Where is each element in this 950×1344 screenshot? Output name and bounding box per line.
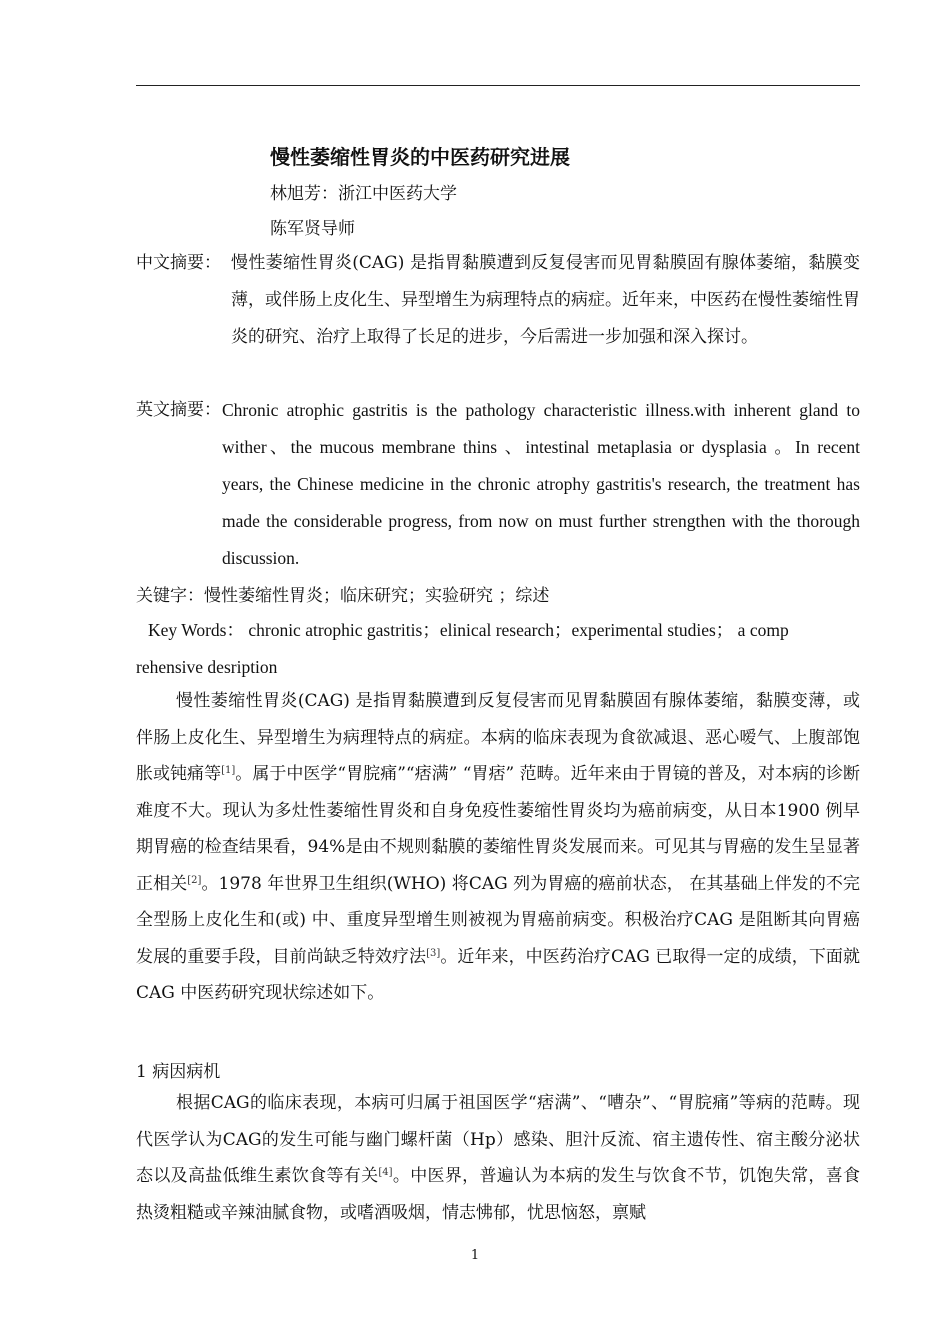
para2-text-1: 根据CAG的临床表现，本病可归属于祖国医学“痞满”、“嘈杂”、“胃脘痛”等病的范畴。现代医学认为CAG的发生可能与幽门螺杆菌（Hp）感染、胆汁反流、宿主遗传性、宿主酸分泌状态以及高盐低维生素饮食等有关	[136, 1093, 860, 1186]
para1-text-3: 。1978 年世界卫生组织(WHO) 将CAG 列为胃癌的癌前状态， 在其基础上伴发的不完全型肠上皮化生和(或) 中、重度异型增生则被视为胃癌前病变。积极治疗CAG 是阻断其向胃癌发展的重要手段，目前尚缺乏特效疗法	[136, 873, 860, 967]
para1-text-2: 。属于中医学“胃脘痛”“痞满” “胃痞” 范畴。近年来由于胃镜的普及，对本病的诊断难度不大。现认为多灶性萎缩性胃炎和自身免疫性萎缩性胃炎均为癌前病变，从日本1900 例早期胃癌的检查结果看，94%是由不规则黏膜的萎缩性胃炎发展而来。可见其与胃癌的发生呈显著正相关	[136, 764, 861, 894]
paper-title: 慢性萎缩性胃炎的中医药研究进展	[270, 145, 570, 169]
para1-text-4: 。近年来，中医药治疗CAG 已取得一定的成绩，下面就CAG 中医药研究现状综述如下。	[136, 946, 860, 1003]
section-heading-1: 1 病因病机	[136, 1062, 221, 1082]
header-rule	[136, 85, 860, 86]
body-paragraph-1	[136, 683, 860, 1012]
citation-2: [2]	[187, 874, 202, 886]
abstract-chinese-label: 中文摘要：	[136, 253, 221, 273]
abstract-english-text: Chronic atrophic gastritis is the pathology characteristic illness.with inherent gland to wither、the mucous membrane thins 、intestinal metaplasia or dysplasia 。In recent years, the Chinese medicine in the chronic atrophy gastritis's research, the treatment has made the considerable progress, from now on must further strengthen with the thorough discussion.	[222, 400, 860, 568]
abstract-chinese-text: 慢性萎缩性胃炎(CAG) 是指胃黏膜遭到反复侵害而见胃黏膜固有腺体萎缩，黏膜变薄，或伴肠上皮化生、异型增生为病理特点的病症。近年来，中医药在慢性萎缩性胃炎的研究、治疗上取得了长足的进步，今后需进一步加强和深入探讨。	[231, 253, 860, 347]
page-number: 1	[470, 1248, 480, 1263]
author-line: 林旭芳：浙江中医药大学	[270, 184, 457, 204]
body-paragraph-2	[136, 1085, 860, 1231]
citation-3: [3]	[426, 947, 441, 959]
para2-text-2: 。中医界，普遍认为本病的发生与饮食不节，饥饱失常，喜食热烫粗糙或辛辣油腻食物，或嗜酒吸烟，情志怫郁，忧思恼怒，禀赋	[136, 1166, 861, 1223]
abstract-english	[136, 392, 860, 582]
keywords-english	[136, 612, 860, 686]
keywords-chinese: 关键字：慢性萎缩性胃炎；临床研究；实验研究 ；综述	[136, 586, 550, 606]
citation-1: [1]	[221, 765, 236, 776]
advisor-line: 陈军贤导师	[270, 219, 355, 239]
abstract-english-label: 英文摘要：	[136, 400, 221, 420]
para1-text-1: 慢性萎缩性胃炎(CAG) 是指胃黏膜遭到反复侵害而见胃黏膜固有腺体萎缩，黏膜变薄，或伴肠上皮化生、异型增生为病理特点的病症。本病的临床表现为食欲减退、恶心嗳气、上腹部饱胀或钝痛等	[136, 691, 860, 784]
citation-4: [4]	[378, 1167, 393, 1178]
keywords-english-line2: rehensive desription	[136, 657, 278, 677]
abstract-chinese	[136, 245, 860, 395]
keywords-english-line1: Key Words： chronic atrophic gastritis；elinical research；experimental studies； a comp	[148, 620, 789, 640]
